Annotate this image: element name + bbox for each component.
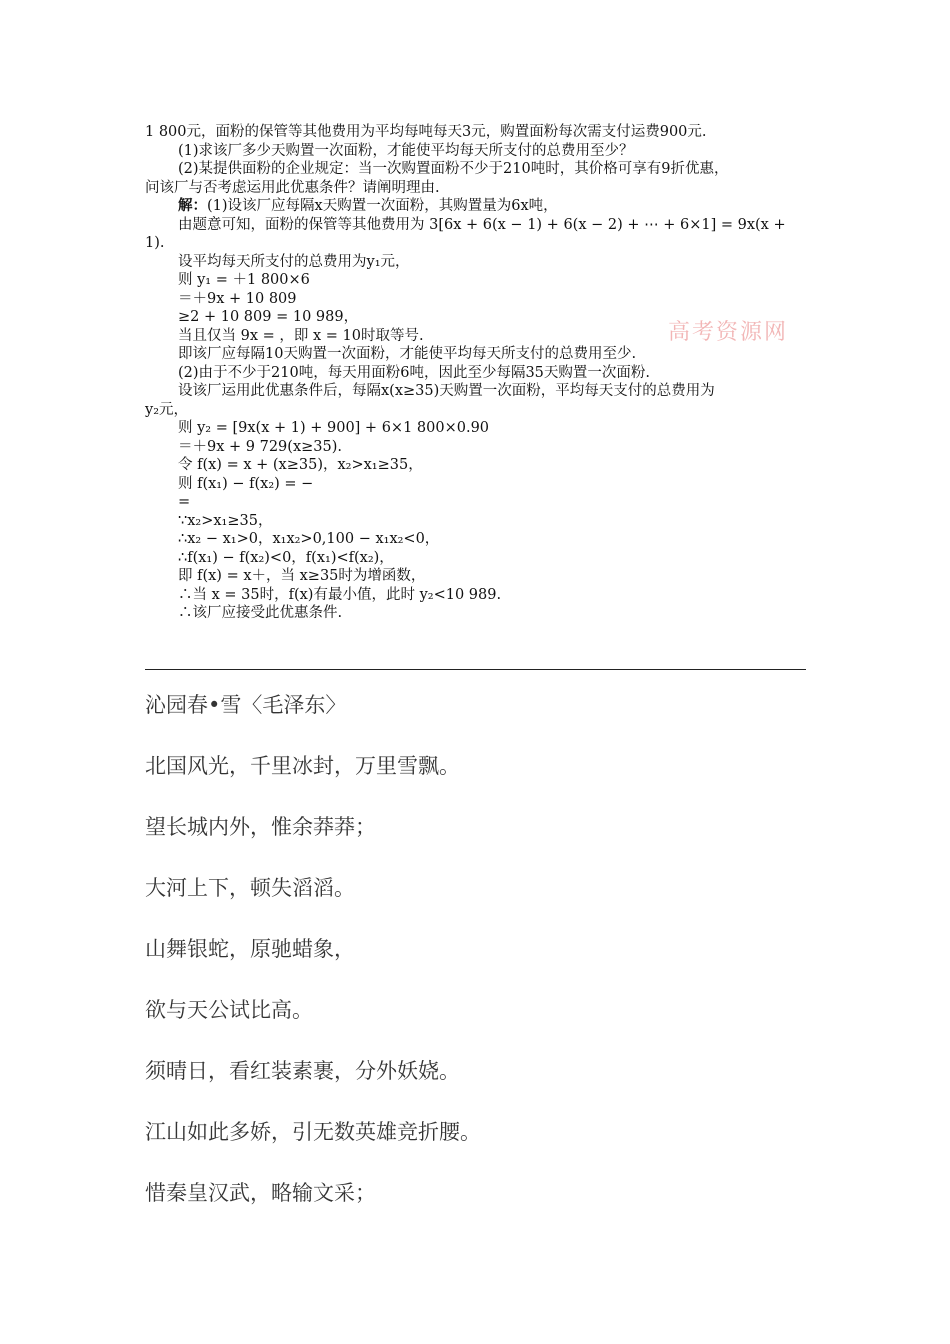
solution-line-text: ≥2 + 10 809 = 10 989，	[178, 309, 359, 325]
solution-line	[145, 456, 810, 475]
solution-line-text: 当且仅当 9x = ，即 x = 10时取等号.	[178, 327, 424, 344]
solution-line-text: 1 800元，面粉的保管等其他费用为平均每吨每天3元，购置面粉每次需支付运费900元.	[145, 124, 707, 140]
solution-line	[145, 475, 810, 494]
solution-line	[145, 364, 810, 383]
solution-line-text: 由题意可知，面粉的保管等其他费用为 3[6x + 6(x − 1) + 6(x − 2) + ⋯ + 6×1] = 9x(x +	[178, 216, 786, 233]
solution-line	[145, 142, 810, 161]
solution-line	[145, 530, 810, 549]
solution-line-text: =	[178, 494, 191, 510]
solution-line-text: 1).	[145, 235, 165, 251]
solution-line	[145, 438, 810, 457]
solution-line-text: 问该厂与否考虑运用此优惠条件？请阐明理由.	[145, 179, 440, 196]
solution-line-text: 设该厂运用此优惠条件后，每隔x(x≥35)天购置一次面粉，平均每天支付的总费用为	[178, 383, 715, 399]
poem-line: 须晴日，看红装素裹，分外妖娆。	[145, 1059, 460, 1083]
solution-line-text: (2)某提供面粉的企业规定：当一次购置面粉不少于210吨时，其价格可享有9折优惠，	[178, 161, 729, 177]
solution-line-text: 即该厂应每隔10天购置一次面粉，才能使平均每天所支付的总费用至少.	[178, 346, 637, 362]
solution-line-text: (2)由于不少于210吨，每天用面粉6吨，因此至少每隔35天购置一次面粉.	[178, 364, 650, 381]
poem-lines	[145, 753, 805, 1241]
solution-line	[145, 586, 810, 605]
solution-line	[145, 290, 810, 309]
solution-line-text: ∴当 x = 35时，f(x)有最小值，此时 y₂<10 989.	[178, 586, 502, 603]
solution-line-text: 则 y₁ = ＋1 800×6	[178, 272, 310, 288]
solution-line	[145, 512, 810, 531]
solution-line-text: (1)求该厂多少天购置一次面粉，才能使平均每天所支付的总费用至少？	[178, 142, 634, 159]
solution-line	[145, 401, 810, 420]
solution-line	[145, 345, 810, 364]
poem	[145, 692, 805, 1241]
solution-line	[145, 382, 810, 401]
solution-line-text: 设平均每天所支付的总费用为y₁元，	[178, 253, 410, 270]
poem-line: 大河上下，顿失滔滔。	[145, 876, 355, 900]
solution-line	[145, 253, 810, 272]
solution-line	[145, 160, 810, 179]
solution-line-text: ∵x₂>x₁≥35，	[178, 512, 273, 529]
poem-line: 山舞银蛇，原驰蜡象，	[145, 937, 355, 961]
solution-line-text: ∴f(x₁) − f(x₂)<0，f(x₁)<f(x₂)，	[178, 549, 394, 566]
solution-line	[145, 493, 810, 512]
poem-line: 北国风光，千里冰封，万里雪飘。	[145, 754, 460, 778]
solution-line	[145, 419, 810, 438]
poem-line: 惜秦皇汉武，略输文采；	[145, 1181, 376, 1205]
divider	[145, 669, 806, 670]
solution-line	[145, 216, 810, 235]
solution-text	[145, 123, 810, 623]
solution-line-text: ∴该厂应接受此优惠条件.	[178, 605, 343, 621]
poem-line: 望长城内外，惟余莽莽；	[145, 815, 376, 839]
solution-line	[145, 197, 810, 216]
solution-line-text: 则 y₂ = [9x(x + 1) + 900] + 6×1 800×0.90	[178, 420, 490, 436]
solution-label: 解：	[178, 197, 207, 214]
solution-line	[145, 604, 810, 623]
solution-line-text: ∴x₂ − x₁>0，x₁x₂>0,100 − x₁x₂<0，	[178, 531, 440, 547]
solution-line-text: 令 f(x) = x + (x≥35)，x₂>x₁≥35，	[178, 457, 423, 473]
solution-line-text: ＝＋9x + 10 809	[178, 290, 297, 307]
watermark: 高考资源网	[668, 320, 789, 345]
poem-line: 江山如此多娇，引无数英雄竞折腰。	[145, 1120, 481, 1144]
solution-line	[145, 567, 810, 586]
solution-line-text: (1)设该厂应每隔x天购置一次面粉，其购置量为6x吨，	[207, 198, 558, 214]
poem-line: 欲与天公试比高。	[145, 998, 313, 1022]
solution-line	[145, 234, 810, 253]
solution-line-text: ＝＋9x + 9 729(x≥35).	[178, 438, 342, 455]
solution-line	[145, 123, 810, 142]
solution-line-text: y₂元，	[145, 401, 189, 418]
solution-line-text: 则 f(x₁) − f(x₂) = −	[178, 475, 314, 492]
solution-line	[145, 179, 810, 198]
solution-line-text: 即 f(x) = x＋，当 x≥35时为增函数，	[178, 568, 426, 584]
solution-line	[145, 271, 810, 290]
poem-title: 沁园春•雪〈毛泽东〉	[145, 693, 347, 717]
solution-line	[145, 549, 810, 568]
